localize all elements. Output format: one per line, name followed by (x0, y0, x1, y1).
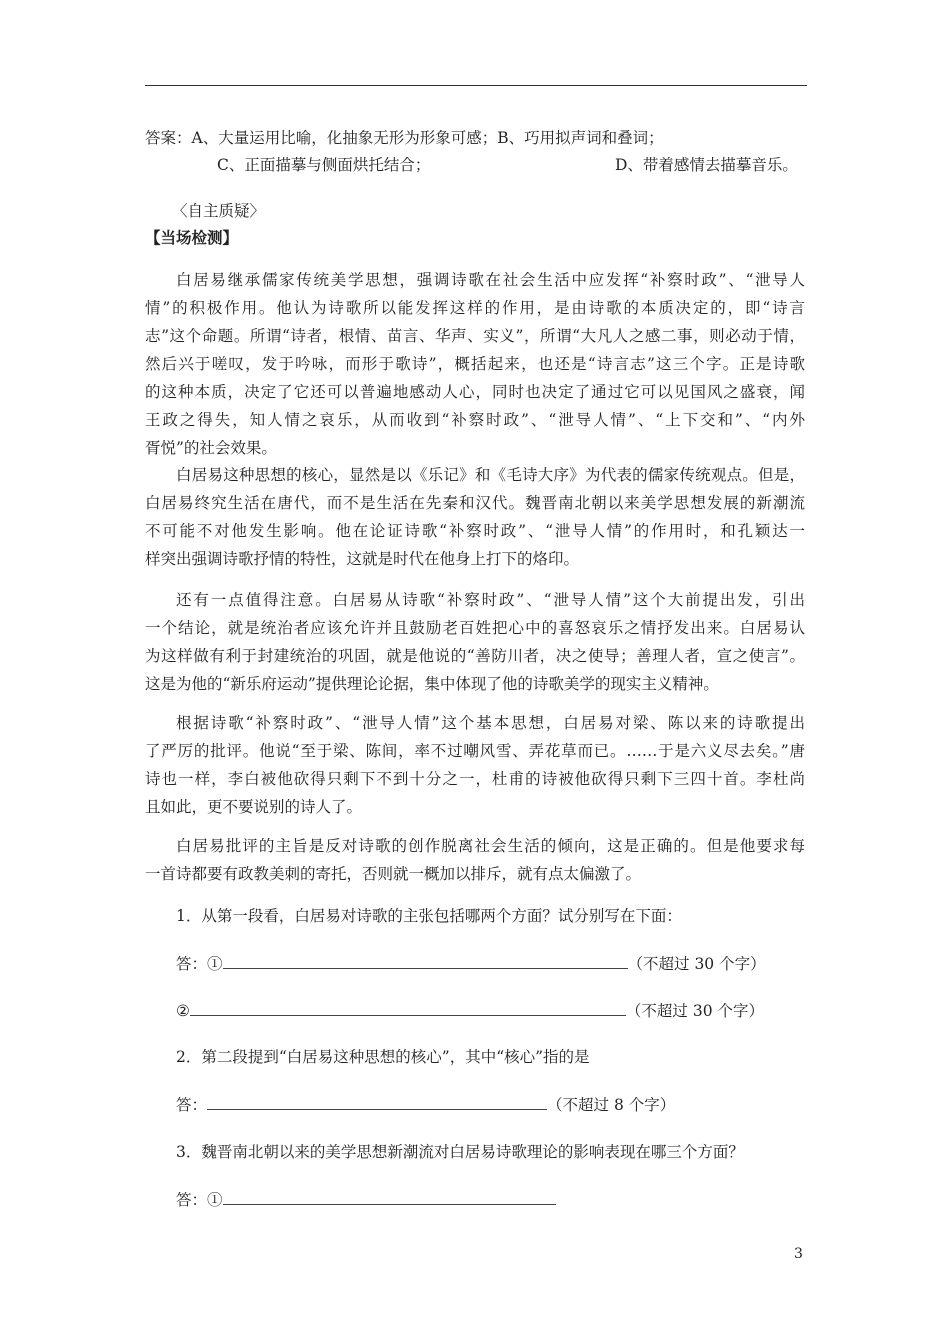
question-3: 3．魏晋南北朝以来的美学思想新潮流对白居易诗歌理论的影响表现在哪三个方面？ (176, 1143, 744, 1161)
passage-paragraph-1 (145, 266, 805, 462)
answer-blank-1b[interactable] (190, 1001, 626, 1016)
passage-line: 胥悦”的社会效果。 (145, 439, 277, 457)
passage-line: 一个结论，就是统治者应该允许并且鼓励老百姓把心中的喜怒哀乐之情抒发出来。白居易认 (145, 619, 805, 637)
passage-line: 志”这个命题。所谓“诗者，根情、苗言、华声、实义”，所谓“大凡人之感二事，则必动于情， (145, 327, 805, 345)
question-2: 2．第二段提到“白居易这种思想的核心”，其中“核心”指的是 (176, 1048, 590, 1066)
answer-option-d: D、带着感情去描摹音乐。 (615, 156, 798, 174)
header-rule (145, 85, 807, 86)
passage-line: 不可能不对他发生影响。他在论证诗歌“补察时政”、“泄导人情”的作用时，和孔颖达一 (145, 522, 805, 540)
passage-line: 且如此，更不要说别的诗人了。 (145, 798, 363, 816)
passage-paragraph-3 (145, 586, 805, 698)
answer-prefix: ② (176, 1002, 190, 1020)
passage-line: 样突出强调诗歌抒情的特性，这就是时代在他身上打下的烙印。 (145, 550, 580, 568)
section-title: 〈自主质疑〉 (172, 202, 266, 220)
passage-line: 了严厉的批评。他说“至于梁、陈间，率不过嘲风雪、弄花草而已。……于是六义尽去矣。”唐 (145, 742, 805, 760)
passage-line: 还有一点值得注意。白居易从诗歌“补察时政”、“泄导人情”这个大前提出发，引出 (176, 591, 805, 609)
passage-line: 诗也一样，李白被他砍得只剩下不到十分之一，杜甫的诗被他砍得只剩下三四十首。李杜尚 (145, 770, 805, 788)
answer-prefix: 答：① (176, 1191, 223, 1209)
answer-limit: （不超过 30 个字） (627, 955, 766, 973)
question-1-answer-2 (176, 1001, 764, 1021)
passage-line: 白居易继承儒家传统美学思想，强调诗歌在社会生活中应发挥“补察时政”、“泄导人 (176, 271, 805, 289)
passage-paragraph-4 (145, 709, 805, 821)
passage-line: 情”的积极作用。他认为诗歌所以能发挥这样的作用，是由诗歌的本质决定的，即“诗言 (145, 299, 805, 317)
answer-prefix: 答：① (176, 955, 223, 973)
passage-paragraph-5 (145, 832, 805, 888)
passage-line: 白居易批评的主旨是反对诗歌的创作脱离社会生活的倾向，这是正确的。但是他要求每 (176, 837, 805, 855)
passage-line: 为这样做有利于封建统治的巩固，就是他说的“善防川者，决之使导；善理人者，宣之使言”。 (145, 647, 805, 665)
answer-line-1: 答案：A、大量运用比喻，化抽象无形为形象可感；B、巧用拟声词和叠词； (145, 129, 664, 147)
question-1-answer-1 (176, 954, 766, 974)
answer-limit: （不超过 8 个字） (547, 1096, 676, 1114)
section-heading: 【当场检测】 (145, 228, 239, 247)
passage-line: 的这种本质，决定了它还可以普遍地感动人心，同时也决定了通过它可以见国风之盛衰，闻 (145, 383, 805, 401)
passage-line: 白居易终究生活在唐代，而不是生活在先秦和汉代。魏晋南北朝以来美学思想发展的新潮流 (145, 494, 805, 512)
answer-prefix: 答： (176, 1096, 208, 1114)
answer-blank-3[interactable] (223, 1190, 556, 1205)
answer-blank-1a[interactable] (223, 954, 628, 969)
answer-limit: （不超过 30 个字） (625, 1002, 764, 1020)
passage-line: 然后兴于嗟叹，发于吟咏，而形于歌诗”，概括起来，也还是“诗言志”这三个字。正是诗歌 (145, 355, 805, 373)
passage-line: 白居易这种思想的核心，显然是以《乐记》和《毛诗大序》为代表的儒家传统观点。但是， (176, 466, 805, 484)
passage-line: 一首诗都要有政教美刺的寄托，否则就一概加以排斥，就有点太偏激了。 (145, 865, 642, 883)
passage-paragraph-2 (145, 461, 805, 573)
page-number: 3 (794, 1246, 803, 1262)
answer-blank-2[interactable] (207, 1095, 547, 1110)
question-1: 1．从第一段看，白居易对诗歌的主张包括哪两个方面？试分别写在下面： (176, 907, 682, 925)
question-2-answer (176, 1095, 675, 1115)
passage-line: 这是为他的“新乐府运动”提供理论论据，集中体现了他的诗歌美学的现实主义精神。 (145, 675, 719, 693)
answer-option-c: C、正面描摹与侧面烘托结合； (217, 156, 431, 174)
passage-line: 王政之得失，知人情之哀乐，从而收到“补察时政”、“泄导人情”、“上下交和”、“内外 (145, 411, 805, 429)
passage-line: 根据诗歌“补察时政”、“泄导人情”这个基本思想，白居易对梁、陈以来的诗歌提出 (176, 714, 805, 732)
question-3-answer (176, 1190, 556, 1210)
